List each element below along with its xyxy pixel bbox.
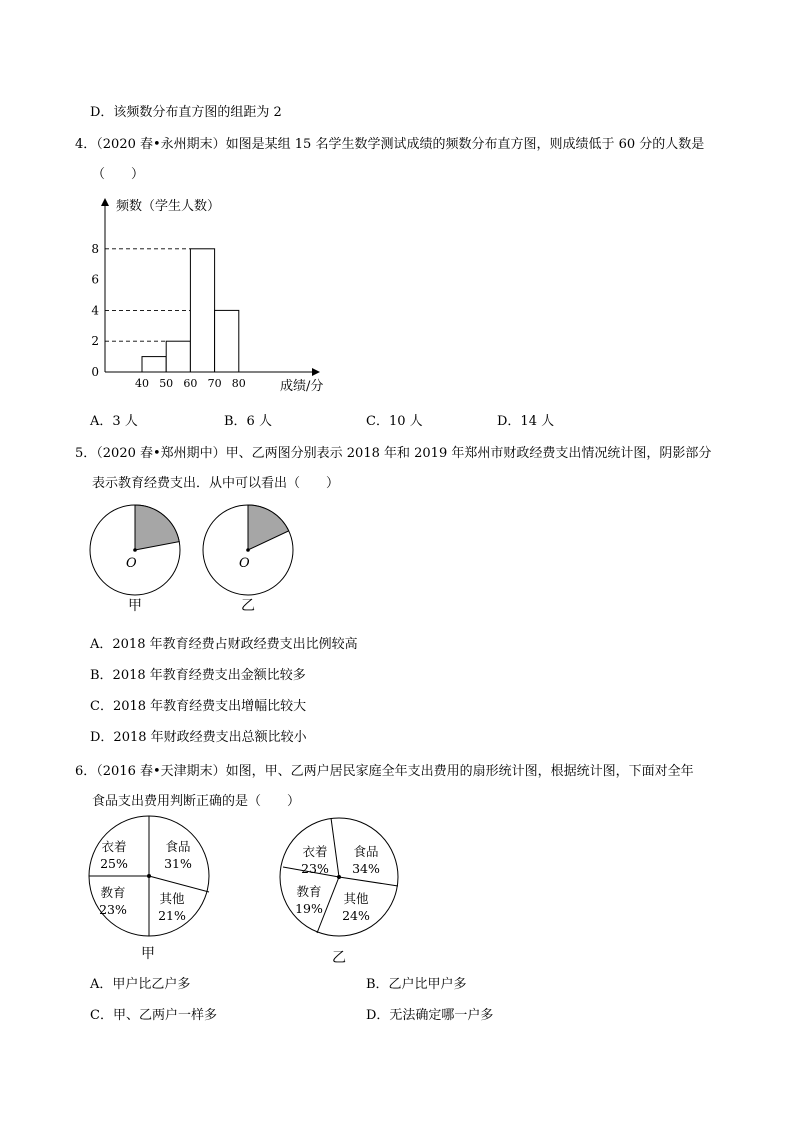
- q4-histogram-ytick-6: 6: [91, 272, 99, 287]
- q4-histogram-xtick-60: 60: [183, 377, 198, 390]
- q6-pie-1-slice-label-3: 教育: [296, 884, 322, 899]
- q6-option-c: C．甲、乙两户一样多: [90, 1008, 217, 1023]
- q6-pie-jia-title: 甲: [141, 946, 155, 962]
- q4-histogram-ytick-4: 4: [91, 303, 99, 318]
- q4-histogram-xtick-50: 50: [159, 377, 174, 390]
- q6-pie-1-center-dot: [337, 875, 341, 879]
- q6-pie-1-slice-value-2: 24%: [342, 908, 370, 923]
- q6-option-b: B．乙户比甲户多: [366, 977, 467, 992]
- q3-option-d: D．该频数分布直方图的组距为 2: [90, 105, 282, 120]
- q6-pie-0-slice-label-0: 衣着: [101, 839, 127, 854]
- q6-pie-0-slice-value-2: 21%: [158, 908, 186, 923]
- q6-pie-1-slice-value-3: 19%: [295, 901, 323, 916]
- q6-pie-yi-title: 乙: [332, 950, 346, 966]
- q6-stem-line1: 6．（2016 春•天津期末）如图，甲、乙两户居民家庭全年支出费用的扇形统计图，根据统计图，下面对全年: [75, 764, 694, 779]
- q6-pie-0-slice-value-1: 31%: [164, 856, 192, 871]
- q4-option-d: D．14 人: [497, 414, 555, 429]
- q4-histogram-ytick-0: 0: [91, 365, 99, 379]
- q6-pie-0-slice-value-3: 23%: [99, 902, 127, 917]
- q4-option-b: B．6 人: [224, 414, 272, 429]
- q4-histogram-ytick-8: 8: [91, 241, 99, 256]
- q4-stem-line2: （ ）: [92, 167, 145, 182]
- q6-stem-line2: 食品支出费用判断正确的是（ ）: [92, 794, 301, 809]
- q4-option-c: C．10 人: [366, 414, 423, 429]
- q4-stem-line1: 4．（2020 春•永州期末）如图是某组 15 名学生数学测试成绩的频数分布直方图，则成绩低于 60 分的人数是: [75, 137, 705, 152]
- q4-histogram-ytick-2: 2: [91, 334, 99, 349]
- q5-option-b: B．2018 年教育经费支出金额比较多: [90, 668, 306, 683]
- q6-option-d: D．无法确定哪一户多: [366, 1008, 494, 1023]
- q4-histogram-xlabel: 成绩/分: [280, 379, 324, 394]
- q5-option-d: D．2018 年财政经费支出总额比较小: [90, 730, 307, 745]
- q6-pie-0-slice-label-2: 其他: [159, 891, 185, 906]
- q4-option-a: A．3 人: [90, 414, 138, 429]
- q4-histogram-xtick-40: 40: [135, 377, 149, 390]
- q6-pie-1-slice-label-0: 衣着: [302, 844, 328, 859]
- q5-pie-1-center-label: O: [239, 556, 250, 571]
- q4-histogram-xtick-70: 70: [207, 377, 222, 390]
- q5-option-c: C．2018 年教育经费支出增幅比较大: [90, 699, 307, 714]
- q6-pie-1-slice-label-2: 其他: [343, 891, 369, 906]
- q6-pie-1-slice-value-1: 34%: [352, 861, 380, 876]
- q6-pie-1-slice-value-0: 23%: [301, 861, 329, 876]
- q5-stem-line2: 表示教育经费支出．从中可以看出（ ）: [92, 476, 340, 491]
- q6-pie-0-slice-value-0: 25%: [100, 856, 128, 871]
- q6-pie-0-slice-label-3: 教育: [100, 885, 126, 900]
- q5-pie-jia-title: 甲: [128, 598, 142, 614]
- q5-pie-0-center-label: O: [126, 556, 137, 571]
- q4-histogram-ylabel: 频数（学生人数）: [116, 199, 221, 214]
- q5-stem-line1: 5．（2020 春•郑州期中）甲、乙两图分别表示 2018 年和 2019 年郑州市财政经费支出情况统计图，阴影部分: [75, 446, 712, 461]
- q5-pie-yi-title: 乙: [241, 598, 255, 614]
- q6-pie-0-center-dot: [147, 874, 151, 878]
- q5-option-a: A．2018 年教育经费占财政经费支出比例较高: [90, 637, 358, 652]
- q4-histogram-xtick-80: 80: [231, 377, 246, 390]
- q6-pie-1-slice-label-1: 食品: [353, 844, 379, 859]
- q6-pie-0-slice-label-1: 食品: [165, 839, 191, 854]
- q6-option-a: A．甲户比乙户多: [90, 977, 191, 992]
